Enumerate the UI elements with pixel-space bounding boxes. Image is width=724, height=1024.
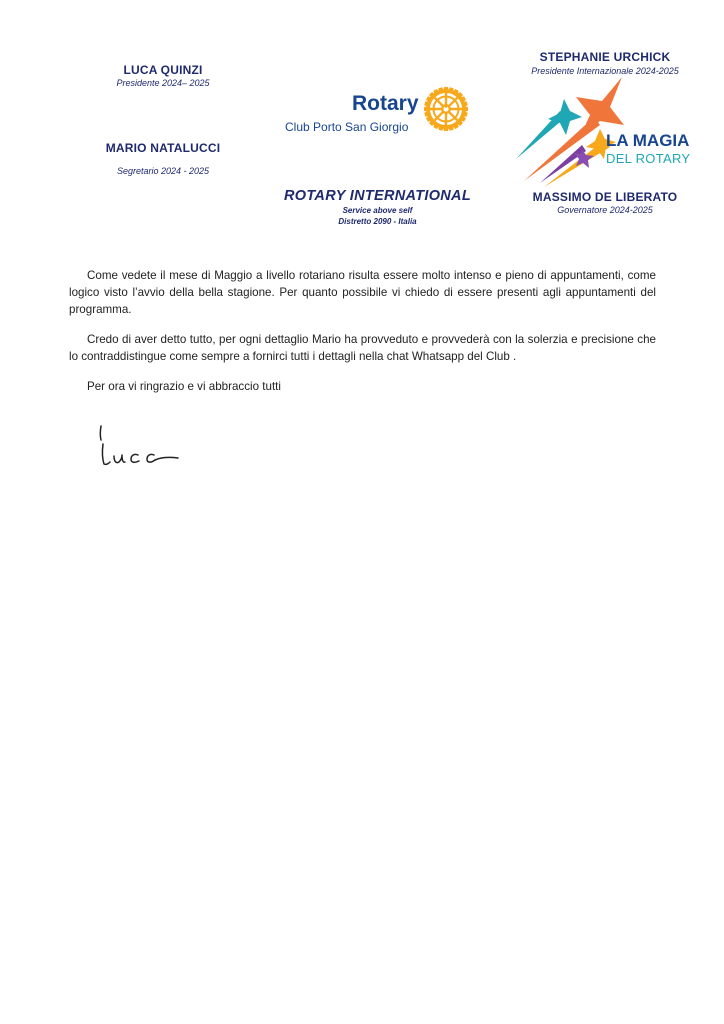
international-president-role: Presidente Internazionale 2024-2025 xyxy=(531,66,679,76)
club-name: Club Porto San Giorgio xyxy=(285,120,409,134)
international-president-name: STEPHANIE URCHICK xyxy=(539,50,671,64)
president-role: Presidente 2024– 2025 xyxy=(116,78,210,88)
rotary-district: Distretto 2090 - Italia xyxy=(338,217,417,226)
paragraph-2: Credo di aver detto tutto, per ogni dettaglio Mario ha provveduto e provvederà con la solerzia e precisione che lo contraddistingue come sempre a fornirci tutti i dettagli nella chat Whatsapp del Club . xyxy=(69,333,656,363)
governor-name: MASSIMO DE LIBERATO xyxy=(532,190,678,204)
paragraph-3: Per ora vi ringrazio e vi abbraccio tutti xyxy=(87,380,281,393)
rotary-motto: Service above self xyxy=(342,206,413,215)
letter-body xyxy=(69,267,656,408)
handwritten-signature xyxy=(96,424,186,468)
theme-logo xyxy=(510,77,710,192)
theme-title-line2: DEL ROTARY xyxy=(606,151,691,166)
secretary-role: Segretario 2024 - 2025 xyxy=(116,166,210,176)
rotary-wheel-icon xyxy=(423,86,469,132)
rotary-club-logo xyxy=(284,84,474,140)
rotary-wordmark: Rotary xyxy=(352,92,419,115)
theme-title-line1: LA MAGIA xyxy=(606,131,690,150)
governor-role: Governatore 2024-2025 xyxy=(557,205,653,215)
paragraph-1: Come vedete il mese di Maggio a livello rotariano risulta essere molto intenso e pieno di appuntamenti, come logico visto l’avvio della bella stagione. Per quanto possibile vi chiedo di essere presenti agli appuntamenti del programma. xyxy=(69,269,656,316)
rotary-international-title: ROTARY INTERNATIONAL xyxy=(284,188,471,204)
president-name: LUCA QUINZI xyxy=(123,63,203,77)
secretary-name: MARIO NATALUCCI xyxy=(105,141,221,155)
